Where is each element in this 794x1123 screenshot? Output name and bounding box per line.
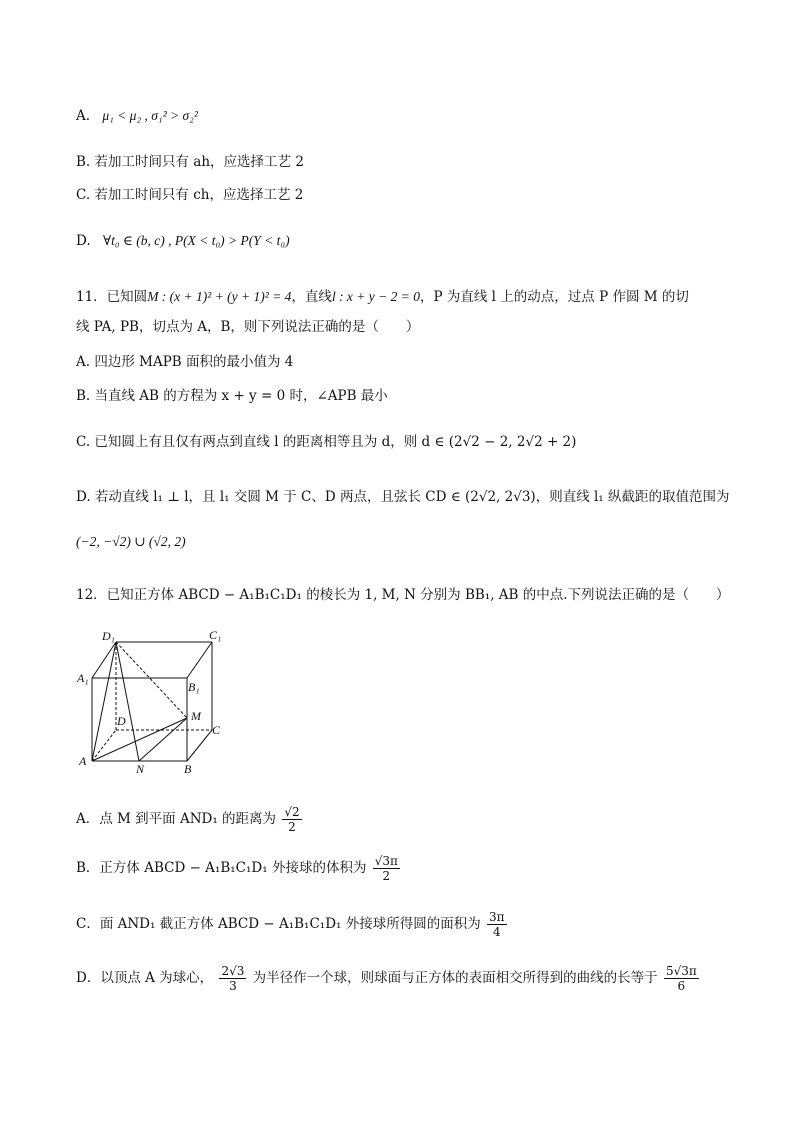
segment-d1-n	[116, 642, 139, 761]
fraction-5root3pi-over-6: $\frac{5√3\pi}{6}$	[665, 964, 697, 993]
q11-stem-line2: 线 PA, PB，切点为 A，B，则下列说法正确的是（ ）	[76, 319, 420, 335]
label-b: B	[184, 762, 192, 776]
fraction-3pi-over-4: $\frac{3\pi}{4}$	[489, 910, 505, 939]
label-d: D	[117, 714, 126, 728]
q11-option-b: B. 当直线 AB 的方程为 x + y = 0 时，∠APB 最小	[76, 388, 388, 404]
fraction-root3pi-over-2: $\frac{√3\pi}{2}$	[374, 854, 398, 883]
label-m: M	[191, 709, 201, 723]
q11-option-d-line1: D. 若动直线 l₁ ⊥ l，且 l₁ 交圆 M 于 C、D 两点，且弦长 CD ∈ (2√2, 2√3)，则直线 l₁ 纵截距的取值范围为	[76, 489, 730, 505]
q12-option-d: D．以顶点 A 为球心， $\frac{2√3}{3}$ 为半径作一个球，则球面与正方体的表面相交所得到的曲线的长等于 $\frac{5√3\pi}{6}$	[76, 964, 697, 993]
fraction-2root3-over-3: $\frac{2√3}{3}$	[221, 964, 245, 993]
q11-option-a: A. 四边形 MAPB 面积的最小值为 4	[76, 354, 294, 370]
segment-a-m	[92, 718, 187, 761]
q11-circle-equation: M : (x + 1)² + (y + 1)² = 4	[147, 289, 292, 304]
label-c1: C₁	[209, 628, 222, 642]
label-n: N	[136, 762, 145, 776]
label-b1: B₁	[188, 680, 200, 694]
q11-line-equation: l : x + y − 2 = 0	[331, 289, 420, 304]
edge-b1-c1	[187, 642, 212, 678]
q10-option-b: B. 若加工时间只有 ah，应选择工艺 2	[76, 154, 304, 170]
label-a1: A₁	[77, 671, 89, 685]
label-d1: D₁	[102, 629, 115, 643]
q12-option-a: A．点 M 到平面 AND₁ 的距离为 $\frac{√2}{2}$	[76, 805, 300, 834]
q10-option-a: A. μ₁ < μ₂ , σ₁² > σ₂²	[76, 108, 198, 124]
q10-option-a-math: μ₁ < μ₂ , σ₁² > σ₂²	[102, 108, 198, 123]
segment-n-m	[139, 718, 187, 761]
q12-stem: 12．已知正方体 ABCD − A₁B₁C₁D₁ 的棱长为 1, M, N 分别为 BB₁, AB 的中点.下列说法正确的是（ ）	[76, 587, 730, 603]
label-a: A	[79, 754, 87, 768]
fraction-root2-over-2: $\frac{√2}{2}$	[284, 805, 300, 834]
q11-option-c: C. 已知圆上有且仅有两点到直线 l 的距离相等且为 d，则 d ∈ (2√2 − 2, 2√2 + 2)	[76, 434, 577, 450]
cube-figure	[74, 628, 234, 778]
q11-option-d-line2: (−2, −√2) ∪ (√2, 2)	[76, 534, 186, 549]
segment-d1-m	[116, 642, 187, 718]
q11-stem-line1: 11．已知圆M : (x + 1)² + (y + 1)² = 4，直线l : x + y − 2 = 0，P 为直线 l 上的动点，过点 P 作圆 M 的切	[76, 289, 689, 305]
q10-option-c: C. 若加工时间只有 ch，应选择工艺 2	[76, 187, 304, 203]
edge-b-c	[187, 730, 212, 761]
q10-option-d-math: ∀t₀ ∈ (b, c) , P(X < t₀) > P(Y < t₀)	[102, 233, 290, 248]
label-c: C	[212, 723, 221, 737]
q12-option-c: C．面 AND₁ 截正方体 ABCD − A₁B₁C₁D₁ 外接球所得圆的面积为 $\frac{3\pi}{4}$	[76, 910, 505, 939]
q10-option-d: D. ∀t₀ ∈ (b, c) , P(X < t₀) > P(Y < t₀)	[76, 233, 290, 249]
q12-option-b: B．正方体 ABCD − A₁B₁C₁D₁ 外接球的体积为 $\frac{√3\pi}{2}$	[76, 854, 398, 883]
